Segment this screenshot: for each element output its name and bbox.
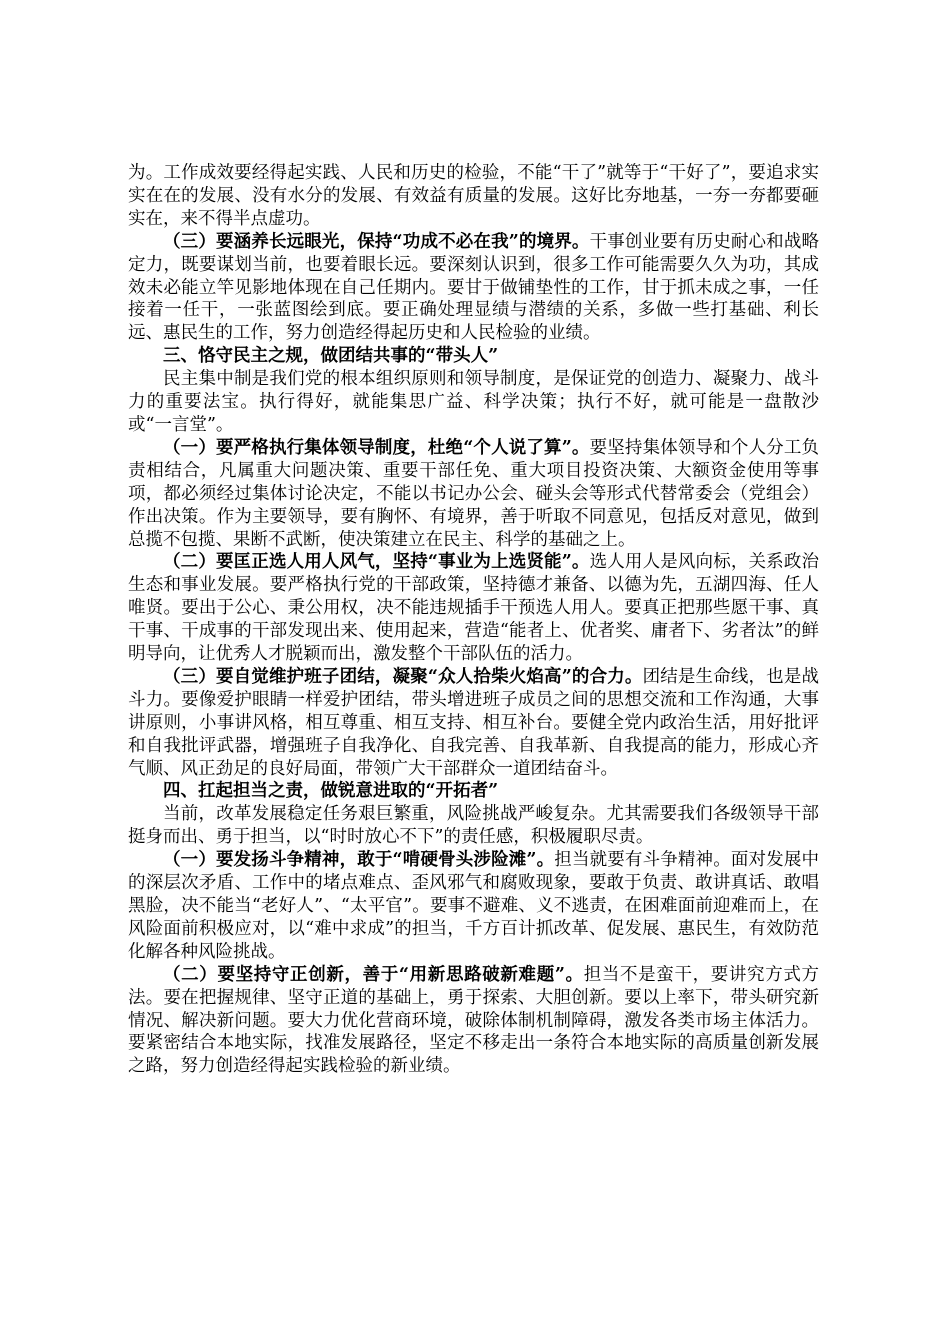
- item-body: 团结是生命线，也是战斗力。要像爱护眼睛一样爱护团结，带头增进班子成员之间的思想交流和工作沟通，大事讲原则，小事讲风格，相互尊重、相互支持、相互补台。要健全党内政治生活，用好批评和自我批评武器，增强班子自我净化、自我完善、自我革新、自我提高的能力，形成心齐气顺、风正劲足的良好局面，带领广大干部群众一道团结奋斗。: [128, 666, 820, 779]
- item-body: 担当不是蛮干，要讲究方式方法。要在把握规律、坚守正道的基础上，勇于探索、大胆创新。要以上率下，带头研究新情况、解决新问题。要大力优化营商环境，破除体制机制障碍，激发各类市场主体活力。要紧密结合本地实际，找准发展路径，坚定不移走出一条符合本地实际的高质量创新发展之路，努力创造经得起实践检验的新业绩。: [128, 964, 819, 1077]
- item-lead: （二）要坚持守正创新，善于“用新思路破新难题”。: [163, 964, 584, 985]
- item-lead: （三）要涵养长远眼光，保持“功成不必在我”的境界。: [163, 231, 590, 252]
- item-lead: （三）要自觉维护班子团结，凝聚“众人拾柴火焰高”的合力。: [163, 666, 643, 687]
- item-body: 选人用人是风向标，关系政治生态和事业发展。要严格执行党的干部政策，坚持德才兼备、以德为先，五湖四海、任人唯贤。要出于公心、秉公用权，决不能违规插手干预选人用人。要真正把那些愿干事、真干事、干成事的干部发现出来、使用起来，营造“能者上、优者奖、庸者下、劣者汰”的鲜明导向，让优秀人才脱颖而出，激发整个干部队伍的活力。: [128, 552, 819, 665]
- paragraph-continued: 为。工作成效要经得起实践、人民和历史的检验，不能“干了”就等于“干好了”，要追求实实在在的发展、没有水分的发展、有效益有质量的发展。这好比夯地基，一夯一夯都要砸实在，来不得半点虚功。: [128, 163, 819, 229]
- item-paragraph: [128, 849, 819, 964]
- item-lead: （一）要发扬斗争精神，敢于“啃硬骨头涉险滩”。: [163, 850, 555, 871]
- item-paragraph: [128, 551, 819, 666]
- body-paragraph: 民主集中制是我们党的根本组织原则和领导制度，是保证党的创造力、凝聚力、战斗力的重要法宝。执行得好，就能集思广益、科学决策；执行不好，就可能是一盘散沙或“一言堂”。: [128, 369, 819, 435]
- item-body: 干事创业要有历史耐心和战略定力，既要谋划当前，也要着眼长远。要深刻认识到，很多工作可能需要久久为功，其成效未必能立竿见影地体现在自己任期内。要甘于做铺垫性的工作，甘于抓未成之事，一任接着一任干，一张蓝图绘到底。要正确处理显绩与潜绩的关系，多做一些打基础、利长远、惠民生的工作，努力创造经得起历史和人民检验的业绩。: [128, 231, 819, 344]
- item-lead: （一）要严格执行集体领导制度，杜绝“个人说了算”。: [163, 437, 590, 458]
- item-paragraph: [128, 437, 819, 552]
- section-heading-3: 三、恪守民主之规，做团结共事的“带头人”: [163, 346, 499, 367]
- item-body: 要坚持集体领导和个人分工负责相结合，凡属重大问题决策、重要干部任免、重大项目投资决策、大额资金使用等事项，都必须经过集体讨论决定，不能以书记办公会、碰头会等形式代替常委会（党组会）作出决策。作为主要领导，要有胸怀、有境界，善于听取不同意见，包括反对意见，做到总揽不包揽、果断不武断，使决策建立在民主、科学的基础之上。: [128, 437, 819, 550]
- item-lead: （二）要匡正选人用人风气，坚持“事业为上选贤能”。: [163, 552, 590, 573]
- body-paragraph: 当前，改革发展稳定任务艰巨繁重，风险挑战严峻复杂。尤其需要我们各级领导干部挺身而出、勇于担当，以“时时放心不下”的责任感，积极履职尽责。: [128, 804, 819, 848]
- section-heading-4: 四、扛起担当之责，做锐意进取的“开拓者”: [163, 781, 499, 802]
- document-page: [128, 162, 819, 1078]
- item-paragraph: [128, 231, 819, 346]
- item-paragraph: [128, 964, 819, 1079]
- item-paragraph: [128, 666, 819, 781]
- item-body: 担当就要有斗争精神。面对发展中的深层次矛盾、工作中的堵点难点、歪风邪气和腐败现象，要敢于负责、敢讲真话、敢唱黑脸，决不能当“老好人”、“太平官”。要事不避难、义不逃责，在困难面前迎难而上，在风险面前积极应对，以“难中求成”的担当，千方百计抓改革、促发展、惠民生，有效防范化解各种风险挑战。: [128, 850, 819, 962]
